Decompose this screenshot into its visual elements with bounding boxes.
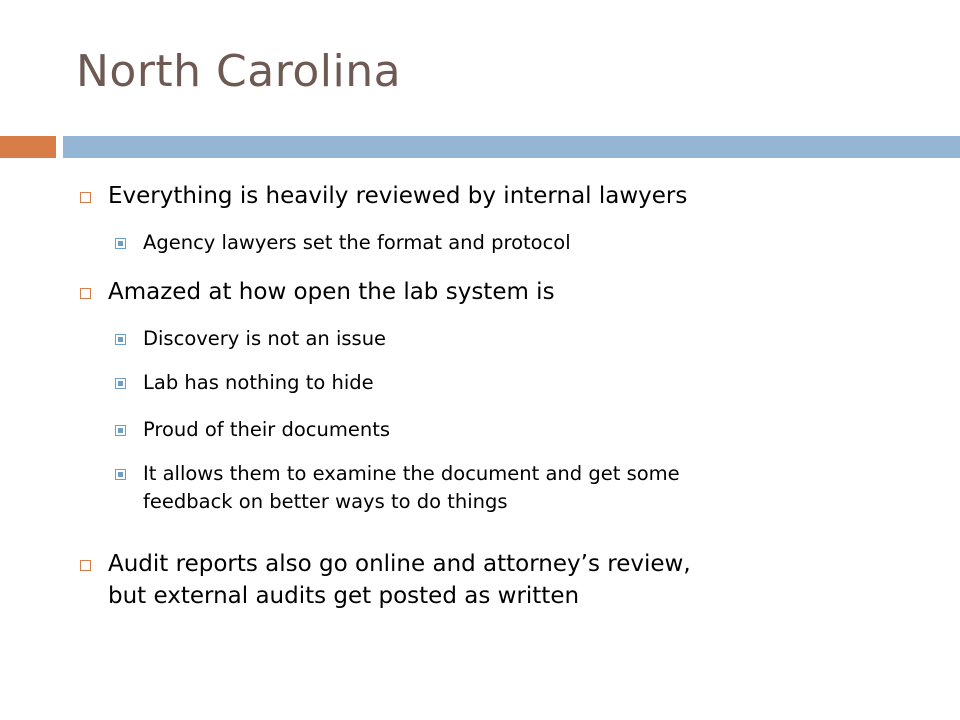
bullet-item [80,276,555,308]
filled-square-bullet-icon [115,334,126,345]
filled-square-bullet-icon [115,378,126,389]
sub-bullet-text-line2: feedback on better ways to do things [143,490,508,513]
accent-bar-blue [63,136,960,158]
filled-square-bullet-icon [115,469,126,480]
sub-bullet-text: Lab has nothing to hide [143,371,374,394]
hollow-square-bullet-icon [80,288,91,299]
sub-bullet-item [115,460,680,516]
filled-square-bullet-icon [115,425,126,436]
sub-bullet-text: Proud of their documents [143,418,391,441]
hollow-square-bullet-icon [80,560,91,571]
accent-bar-orange [0,136,56,158]
bullet-item [80,548,691,612]
sub-bullet-item [115,325,386,353]
sub-bullet-item [115,369,374,397]
sub-bullet-item [115,416,390,444]
bullet-item [80,180,687,212]
slide-title: North Carolina [76,46,402,97]
bullet-text-line2: but external audits get posted as written [108,583,580,609]
sub-bullet-text: Agency lawyers set the format and protocol [143,231,571,254]
sub-bullet-text-line1: It allows them to examine the document and get some [143,462,680,485]
bullet-text-line1: Audit reports also go online and attorney’s review, [108,551,691,577]
filled-square-bullet-icon [115,238,126,249]
sub-bullet-text: Discovery is not an issue [143,327,387,350]
hollow-square-bullet-icon [80,192,91,203]
bullet-text: Everything is heavily reviewed by internal lawyers [108,183,688,209]
sub-bullet-item [115,229,571,257]
bullet-text: Amazed at how open the lab system is [108,279,555,305]
